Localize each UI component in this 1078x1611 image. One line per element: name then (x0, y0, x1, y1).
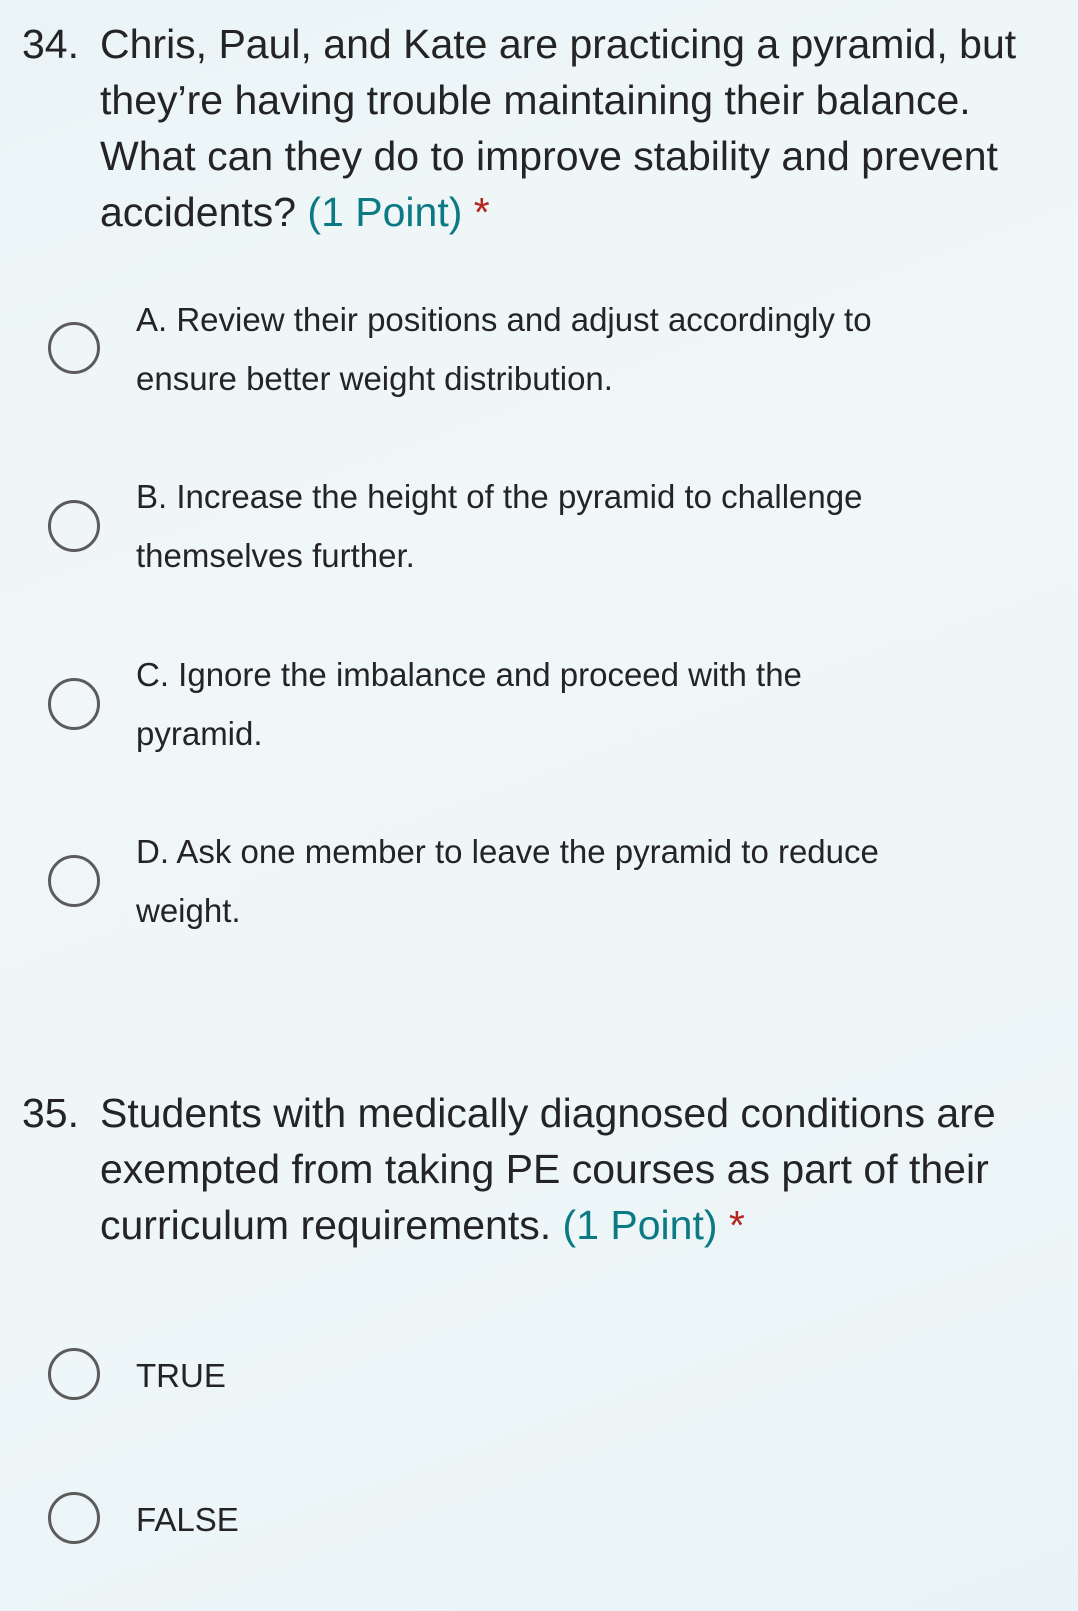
radio-button[interactable] (48, 500, 100, 552)
radio-button[interactable] (48, 322, 100, 374)
radio-button[interactable] (48, 1348, 100, 1400)
option-label: B. Increase the height of the pyramid to challenge themselves further. (136, 478, 863, 574)
required-marker: * (728, 1202, 745, 1248)
option-d[interactable] (0, 822, 1000, 942)
radio-button[interactable] (48, 1492, 100, 1544)
option-b[interactable] (0, 467, 1000, 587)
radio-button[interactable] (48, 678, 100, 730)
question-title (22, 1085, 1052, 1253)
question-number: 34. (22, 21, 79, 67)
option-c[interactable] (0, 645, 1000, 765)
radio-button[interactable] (48, 855, 100, 907)
option-label: A. Review their positions and adjust accordingly to ensure better weight distribution. (136, 301, 872, 397)
question-number: 35. (22, 1090, 79, 1136)
option-label: D. Ask one member to leave the pyramid to reduce weight. (136, 833, 879, 929)
option-true[interactable] (0, 1346, 1000, 1406)
option-label: TRUE (136, 1357, 226, 1394)
question-text: Chris, Paul, and Kate are practicing a pyramid, but they’re having trouble maintaining their balance. What can they do to improve stability and prevent accidents? (1 Point) * (100, 21, 1017, 235)
option-label: C. Ignore the imbalance and proceed with the pyramid. (136, 656, 802, 752)
points-label: (1 Point) (307, 189, 463, 235)
option-label: FALSE (136, 1501, 239, 1538)
question-text: Students with medically diagnosed conditions are exempted from taking PE courses as part of their curriculum requirements. (1 Point) * (100, 1090, 996, 1248)
option-a[interactable] (0, 290, 1000, 410)
option-false[interactable] (0, 1492, 1000, 1552)
required-marker: * (473, 189, 490, 235)
points-label: (1 Point) (562, 1202, 718, 1248)
question-title (22, 16, 1052, 240)
